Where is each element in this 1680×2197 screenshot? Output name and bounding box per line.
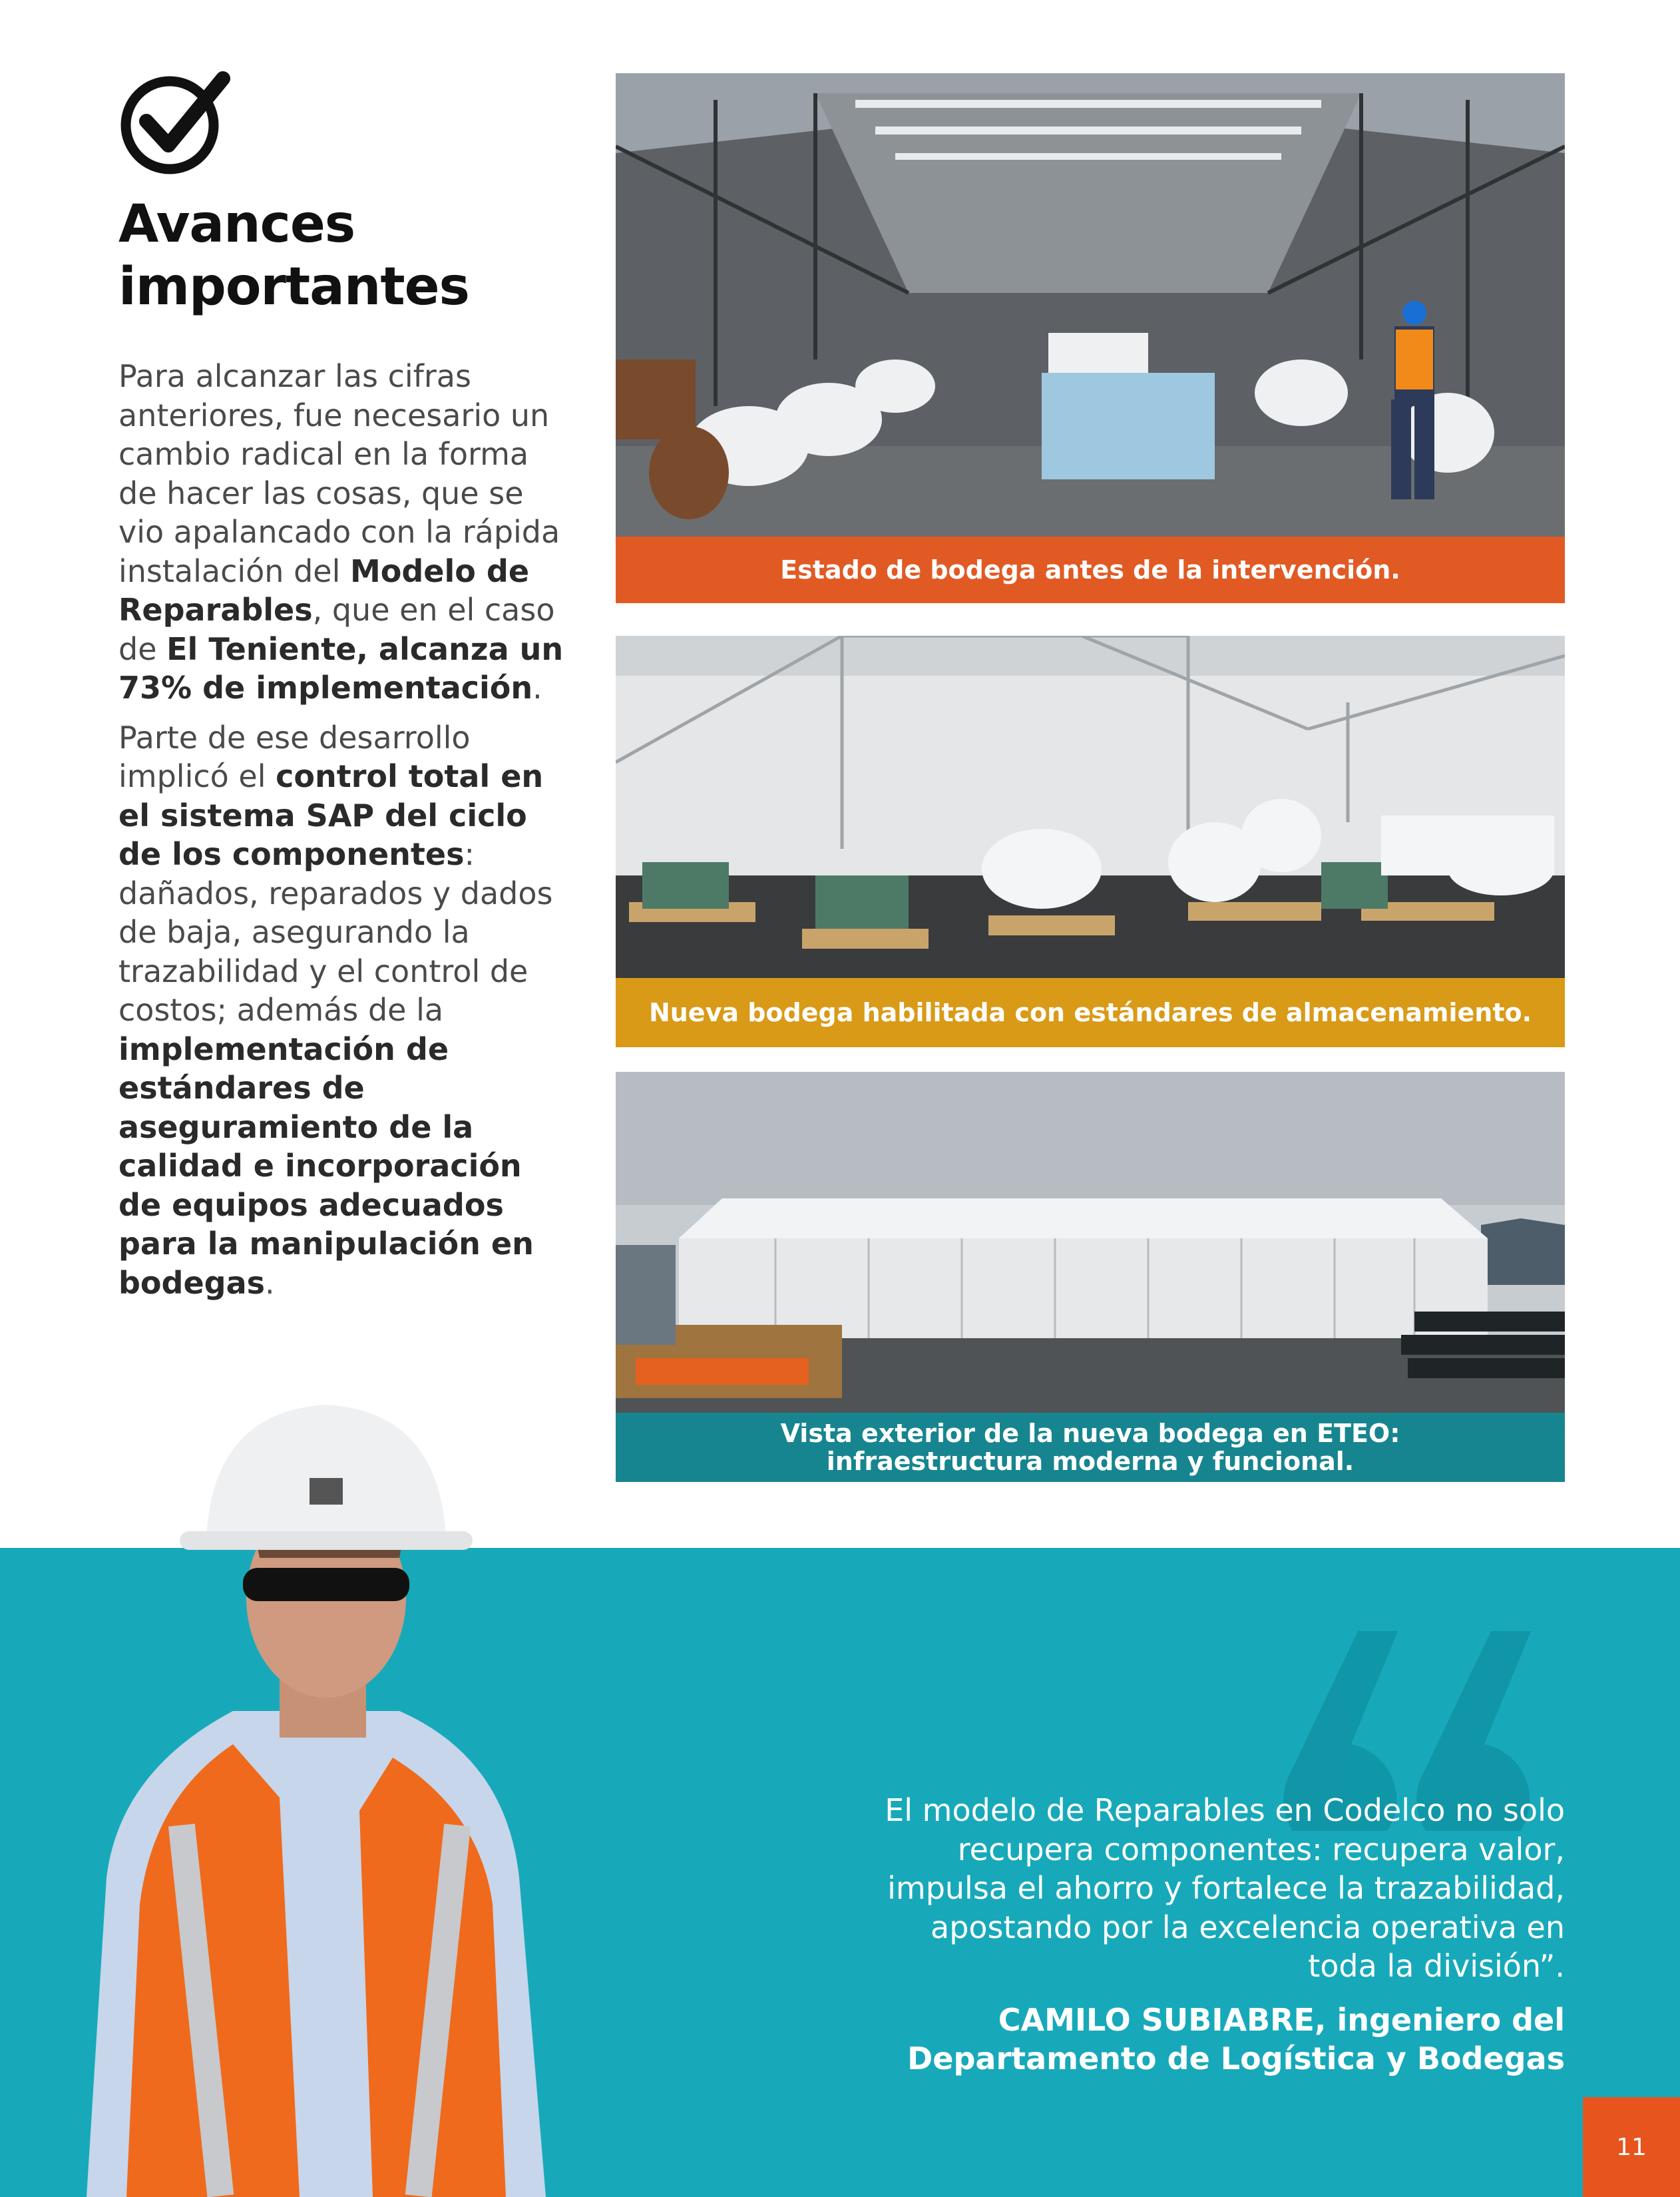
warehouse-before-photo [616, 73, 1565, 537]
photo-card-before [616, 73, 1565, 603]
exterior-warehouse-photo [616, 1072, 1565, 1413]
text-run-bold: Modelo de Reparables [118, 553, 530, 628]
caption-line-2: infraestructura moderna y funcional. [826, 1447, 1355, 1476]
new-warehouse-photo [616, 636, 1565, 978]
paragraph-1 [118, 357, 571, 708]
text-run: Parte de ese desarrollo implicó el [118, 719, 471, 794]
author-line-1: CAMILO SUBIABRE, ingeniero del [998, 2002, 1565, 2038]
engineer-portrait [80, 1398, 699, 2197]
quote-text: El modelo de Reparables en Codelco no solo recupera componentes: recupera valor, impulsa el ahorro y fortalece la trazabilidad, apostando por la excelencia operativa en toda la división”. [885, 1792, 1565, 1984]
photo-caption-new-warehouse [616, 978, 1565, 1047]
photo-caption-exterior [616, 1413, 1565, 1482]
text-run: . [265, 1264, 275, 1301]
caption-text: Estado de bodega antes de la intervención. [780, 555, 1400, 585]
body-text [118, 357, 571, 1313]
text-run-bold: implementación de estándares de aseguramiento de la calidad e incorporación de equipos adecuados para la manipulación en bodegas [118, 1031, 534, 1301]
photo-caption-before [616, 537, 1565, 603]
paragraph-2 [118, 718, 571, 1303]
photo-card-new-warehouse [616, 636, 1565, 1047]
quote-author [833, 2001, 1565, 2078]
title-line-2: importantes [118, 257, 469, 317]
caption-line-1: Vista exterior de la nueva bodega en ETEO: [780, 1419, 1400, 1448]
text-run: Para alcanzar las cifras anteriores, fue necesario un cambio radical en la forma de hacer las cosas, que se vio apalancado con la rápida instalación del [118, 358, 560, 589]
caption-text [781, 1419, 1400, 1475]
caption-text: Nueva bodega habilitada con estándares de almacenamiento. [648, 998, 1532, 1027]
text-run: , que en el caso de [118, 592, 555, 667]
text-run-bold: control total en el sistema SAP del ciclo de los componentes [118, 758, 544, 872]
author-line-2: Departamento de Logística y Bodegas [907, 2041, 1565, 2076]
text-run: . [532, 670, 542, 706]
title-line-1: Avances [118, 194, 355, 254]
page-number: 11 [1583, 2097, 1680, 2197]
checkmark-circle-icon [116, 67, 233, 176]
photo-card-exterior [616, 1072, 1565, 1482]
text-run-bold: El Teniente, alcanza un 73% de implementación [118, 630, 564, 706]
section-title [118, 193, 469, 318]
text-run: : dañados, reparados y dados de baja, asegurando la trazabilidad y el control de costos; además de la [118, 836, 553, 1028]
